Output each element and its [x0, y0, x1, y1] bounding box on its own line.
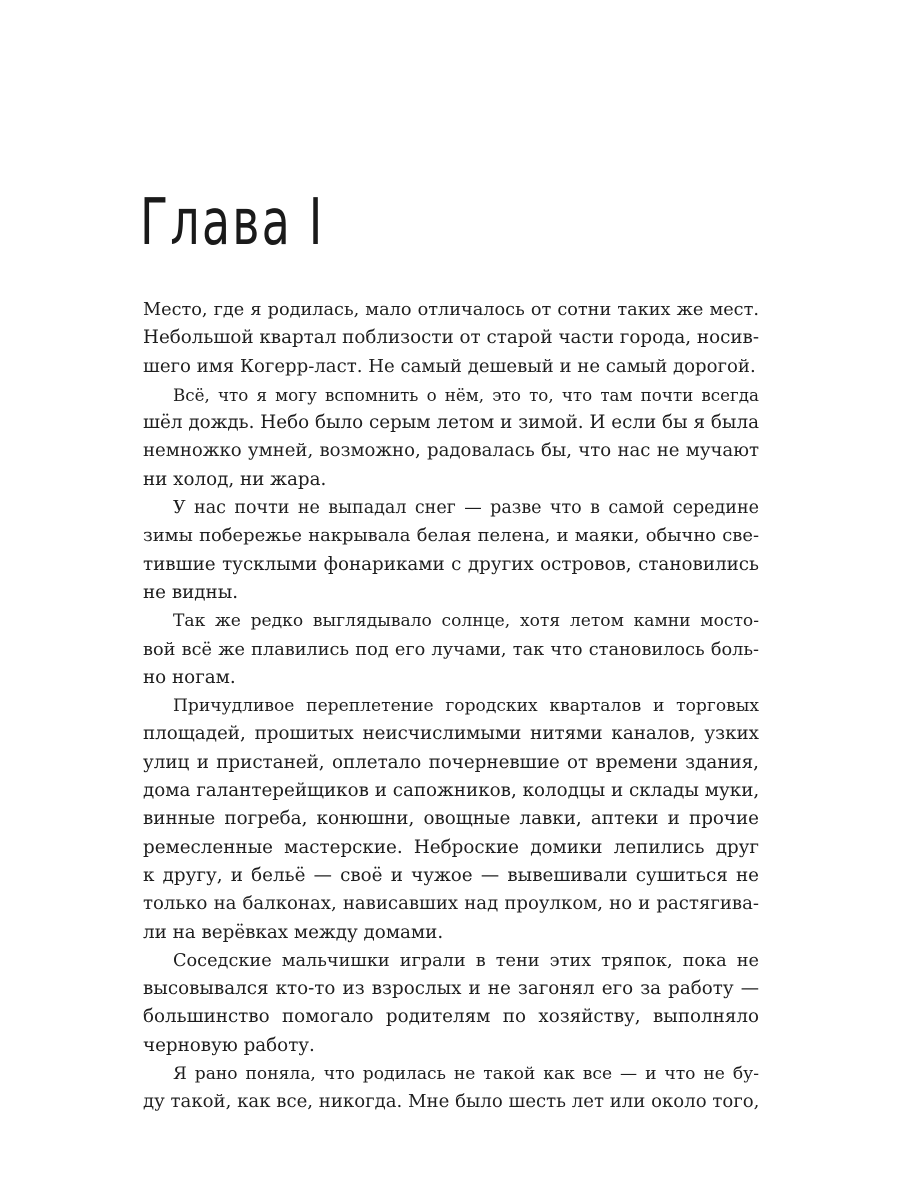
text-line: ду такой, как все, никогда. Мне было шесть лет или около того,: [143, 1091, 760, 1113]
paragraph-6: [143, 947, 759, 1060]
body-text: [143, 296, 759, 1117]
text-line: дома галантерейщиков и сапожников, колодцы и склады муки,: [143, 780, 760, 802]
text-line: не видны.: [143, 581, 239, 603]
text-line: винные погреба, конюшни, овощные лавки, аптеки и прочие: [143, 808, 759, 830]
text-line: Небольшой квартал поблизости от старой части города, носив-: [143, 327, 759, 349]
text-line: Место, где я родилась, мало отличалось от сотни таких же мест.: [143, 300, 759, 320]
text-line: высовывался кто-то из взрослых и не загонял его за работу —: [143, 978, 759, 1000]
text-line: Так же редко выглядывало солнце, хотя летом камни мосто-: [173, 611, 759, 632]
paragraph-7: [143, 1060, 759, 1117]
text-line: черновую работу.: [143, 1034, 315, 1056]
text-line: зимы побережье накрывала белая пелена, и маяки, обычно све-: [143, 525, 759, 547]
text-line: улиц и пристаней, оплетало почерневшие от времени здания,: [143, 751, 759, 773]
text-line: ли на верёвках между домами.: [143, 921, 444, 943]
text-line: немножко умней, возможно, радовалась бы, что нас не мучают: [143, 440, 759, 462]
paragraph-5: [143, 692, 759, 947]
text-line: но ногам.: [143, 666, 236, 688]
text-line: Я рано поняла, что родилась не такой как все — и что не бу-: [173, 1064, 759, 1085]
paragraph-3: [143, 494, 759, 607]
text-line: шёл дождь. Небо было серым летом и зимой. И если бы я была: [143, 412, 759, 434]
text-line: тившие тусклыми фонариками с других островов, становились: [143, 553, 759, 575]
text-line: шего имя Когерр-ласт. Не самый дешевый и не самый дорогой.: [143, 355, 756, 377]
text-line: только на балконах, нависавших над проулком, но и растягива-: [143, 893, 759, 915]
text-line: ремесленные мастерские. Неброские домики лепились друг: [143, 836, 759, 858]
text-line: вой всё же плавились под его лучами, так что становилось боль-: [143, 639, 759, 660]
paragraph-1: [143, 296, 759, 381]
paragraph-2: [143, 381, 759, 494]
text-line: ни холод, ни жара.: [143, 468, 327, 490]
text-line: к другу, и бельё — своё и чужое — вывешивали сушиться не: [143, 864, 759, 886]
text-line: Причудливое переплетение городских кварталов и торговых: [173, 696, 759, 717]
text-line: Всё, что я могу вспомнить о нём, это то, что там почти всегда: [173, 384, 759, 405]
text-line: большинство помогало родителям по хозяйству, выполняло: [143, 1006, 759, 1028]
text-line: площадей, прошитых неисчислимыми нитями каналов, узких: [143, 723, 759, 745]
paragraph-4: [143, 607, 759, 692]
text-line: Соседские мальчишки играли в тени этих тряпок, пока не: [173, 950, 759, 971]
chapter-title: Глава I: [140, 186, 325, 260]
text-line: У нас почти не выпадал снег — разве что в самой середине: [173, 498, 759, 519]
